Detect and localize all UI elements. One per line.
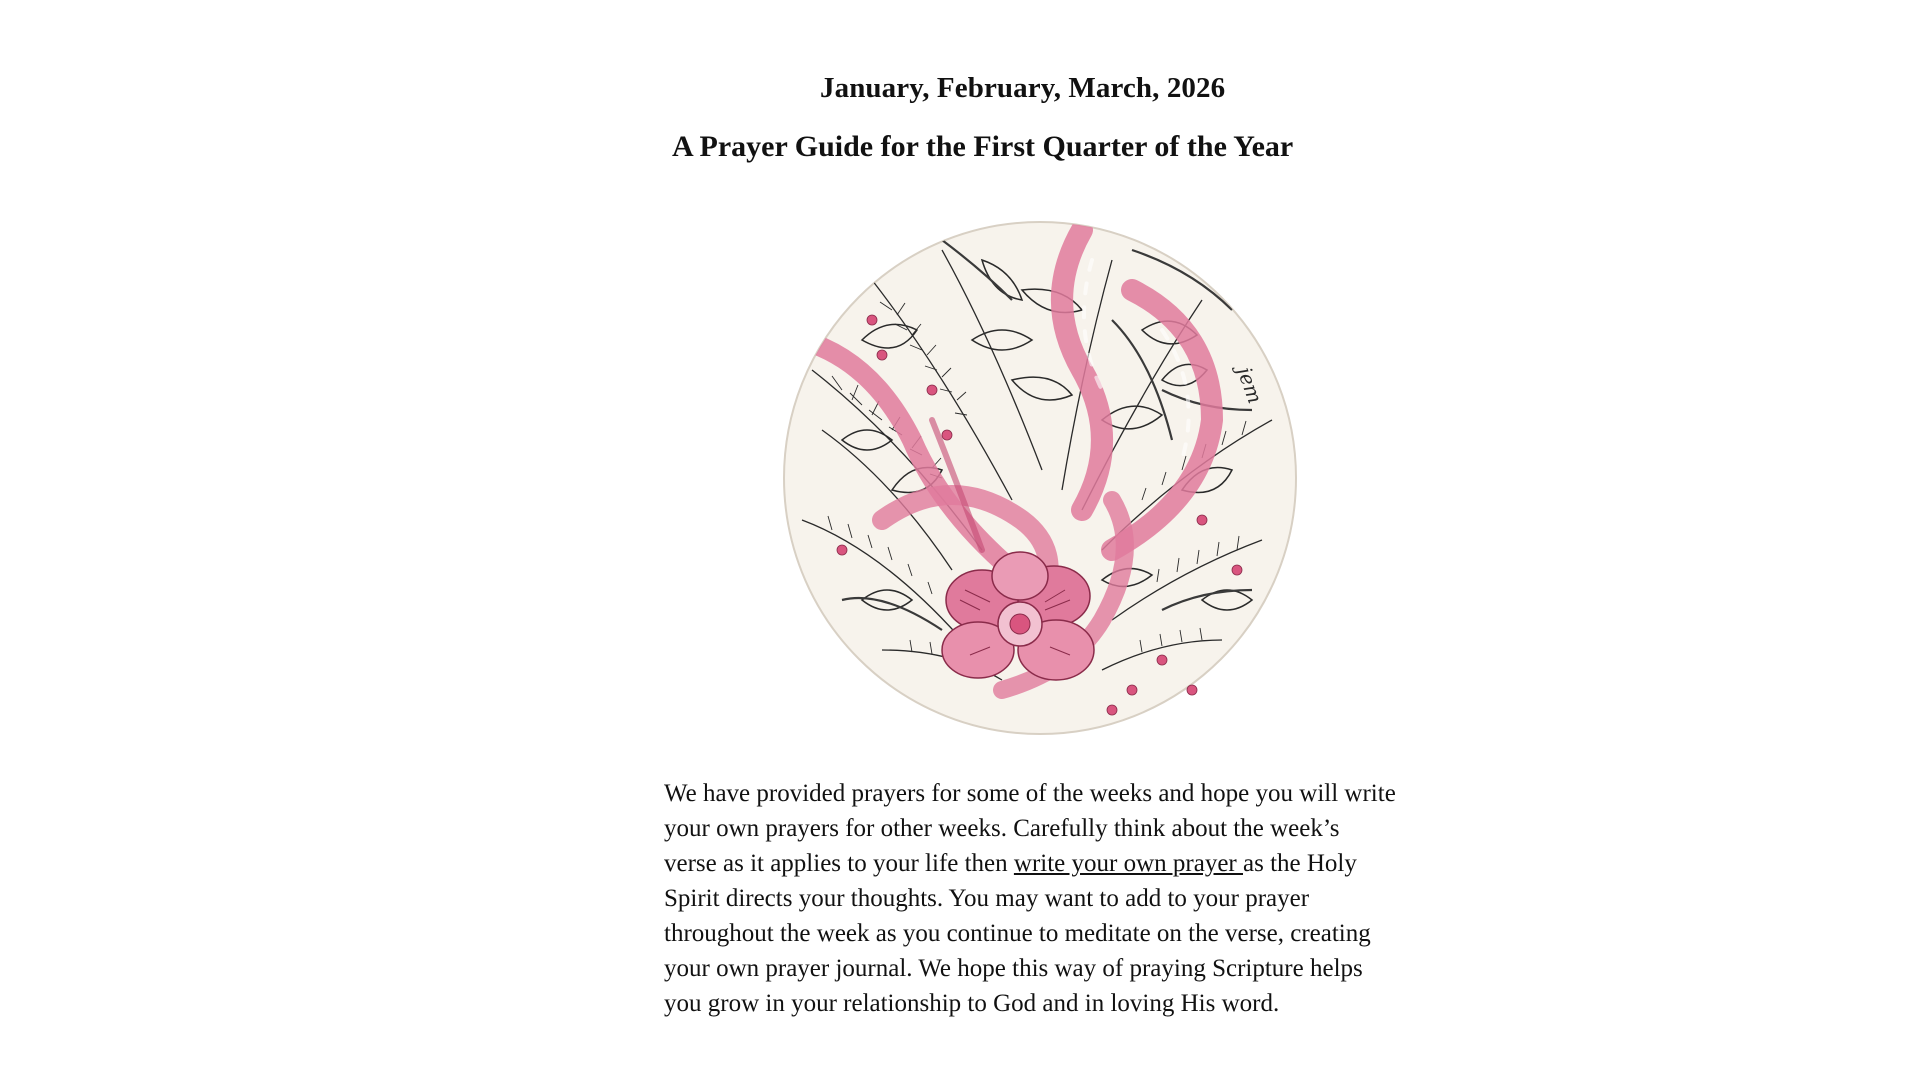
intro-text: as the Holy <box>1243 850 1357 877</box>
intro-line <box>664 846 1424 881</box>
artist-signature: jem <box>1232 363 1268 407</box>
ornament-illustration <box>782 220 1298 736</box>
intro-text: verse as it applies to your life then <box>664 850 1014 877</box>
intro-line: your own prayer journal. We hope this way of praying Scripture helps <box>664 955 1363 982</box>
guide-title: A Prayer Guide for the First Quarter of the Year <box>672 130 1294 163</box>
date-heading: January, February, March, 2026 <box>820 72 1226 104</box>
intro-paragraph <box>664 776 1424 1021</box>
intro-line: We have provided prayers for some of the weeks and hope you will write <box>664 780 1396 807</box>
intro-line: Spirit directs your thoughts. You may want to add to your prayer <box>664 885 1310 912</box>
ornament-drawing <box>782 220 1298 736</box>
write-own-prayer-text: write your own prayer <box>1013 850 1243 877</box>
intro-line: your own prayers for other weeks. Carefully think about the week’s <box>664 815 1340 842</box>
intro-line: throughout the week as you continue to meditate on the verse, creating <box>664 920 1371 947</box>
intro-line: you grow in your relationship to God and in loving His word. <box>664 990 1280 1017</box>
